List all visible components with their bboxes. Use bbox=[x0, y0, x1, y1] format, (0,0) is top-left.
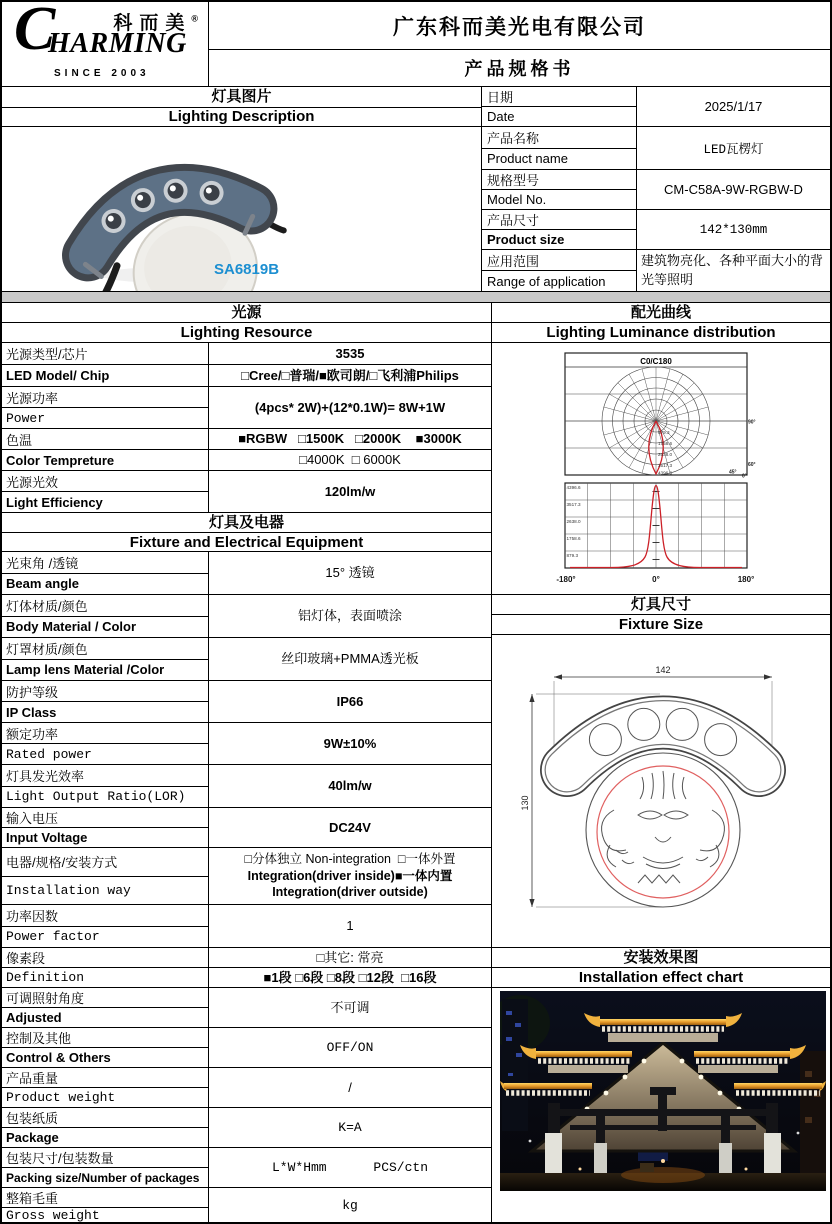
svg-text:60°: 60° bbox=[748, 462, 756, 468]
luminance-distribution-chart bbox=[492, 343, 830, 594]
info-value: 2025/1/17 bbox=[704, 99, 763, 114]
spec-label-en: Adjusted bbox=[6, 1010, 62, 1025]
spec-label-cn: 控制及其他 bbox=[2, 1028, 208, 1048]
section-light-cn: 光源 bbox=[2, 303, 491, 323]
spec-label: LED Model/ Chip bbox=[6, 368, 110, 383]
spec-value: kg bbox=[342, 1197, 358, 1213]
spec-label-en: Rated power bbox=[6, 746, 92, 762]
svg-text:4396.6: 4396.6 bbox=[658, 470, 673, 476]
spec-row-pixel-cn bbox=[2, 948, 491, 968]
spec-label-en: Packing size/Number of packages bbox=[6, 1170, 200, 1185]
spec-label-cn: 整箱毛重 bbox=[2, 1188, 208, 1208]
body bbox=[2, 303, 830, 1222]
info-label-cn: 产品尺寸 bbox=[482, 210, 636, 230]
section-title-cn: 灯具图片 bbox=[2, 87, 481, 108]
install-option-line: Integration(driver inside)■一体内置 bbox=[247, 868, 453, 883]
registered-mark: ® bbox=[191, 13, 198, 24]
spec-row-product-weight bbox=[2, 1068, 491, 1108]
spec-value: 1 bbox=[346, 918, 354, 934]
spec-value: 9W±10% bbox=[323, 735, 377, 751]
spec-value: □4000K □ 6000K bbox=[299, 452, 401, 468]
spec-label: 光源类型/芯片 bbox=[6, 347, 88, 362]
spec-label-cn: 灯体材质/颜色 bbox=[2, 595, 208, 617]
spec-row-package bbox=[2, 1108, 491, 1148]
info-value: CM-C58A-9W-RGBW-D bbox=[664, 182, 803, 197]
info-label-en: Product name bbox=[487, 151, 568, 167]
info-label-en: Range of application bbox=[487, 273, 606, 289]
svg-text:879.3: 879.3 bbox=[658, 430, 670, 435]
spec-row-color-temp-en bbox=[2, 450, 491, 471]
section-size-cn: 灯具尺寸 bbox=[492, 595, 830, 615]
svg-text:3517.3: 3517.3 bbox=[658, 463, 673, 468]
photometric-charts bbox=[492, 343, 830, 595]
product-model-label: SA6819B bbox=[214, 261, 280, 278]
info-label-cn: 产品名称 bbox=[482, 127, 636, 149]
spec-label-cn: 可调照射角度 bbox=[2, 988, 208, 1008]
info-row-application bbox=[482, 250, 830, 291]
polar-angle-labels bbox=[729, 420, 756, 480]
info-value: 建筑物亮化、各种平面大小的背光等照明 bbox=[641, 252, 824, 287]
spec-label-cn: 光源光效 bbox=[2, 471, 208, 492]
spec-row-chip-en bbox=[2, 365, 491, 387]
spec-label-en: Control & Others bbox=[6, 1050, 111, 1065]
info-value: LED瓦楞灯 bbox=[703, 143, 764, 157]
spec-value: 铝灯体，表面喷涂 bbox=[297, 608, 402, 624]
logo-letter-c: C bbox=[14, 0, 56, 63]
installation-effect-photo bbox=[492, 988, 830, 1222]
info-row-product-size bbox=[482, 210, 830, 250]
spec-column bbox=[2, 303, 492, 1222]
info-row-model-no bbox=[482, 170, 830, 210]
info-label-cn: 日期 bbox=[482, 87, 636, 107]
svg-text:-180°: -180° bbox=[556, 575, 576, 584]
svg-text:3517.3: 3517.3 bbox=[566, 502, 581, 507]
cartesian-y-labels bbox=[567, 485, 581, 558]
header-right bbox=[209, 2, 830, 86]
svg-text:180°: 180° bbox=[737, 575, 755, 584]
spec-label-cn: 包装尺寸/包装数量 bbox=[2, 1148, 208, 1168]
section-title-en: Lighting Description bbox=[2, 108, 481, 127]
svg-text:1758.6: 1758.6 bbox=[658, 441, 673, 446]
spec-label-cn: 光束角 /透镜 bbox=[2, 552, 208, 574]
info-row-product-name bbox=[482, 127, 830, 170]
fixture-dimension-drawing bbox=[492, 635, 830, 948]
spec-label-en: Beam angle bbox=[6, 576, 79, 592]
section-light-en: Lighting Resource bbox=[2, 323, 491, 343]
product-photo-illustration bbox=[2, 127, 481, 291]
svg-text:0°: 0° bbox=[742, 473, 747, 480]
spec-value: ■1段 □6段 □8段 □12段 □16段 bbox=[263, 969, 437, 985]
spec-label: Color Tempreture bbox=[6, 452, 115, 468]
spec-value: □其它: 常亮 bbox=[316, 949, 384, 965]
spec-value: / bbox=[348, 1079, 352, 1095]
section-fixture-cn: 灯具及电器 bbox=[2, 513, 491, 533]
info-value: 142*130mm bbox=[699, 222, 768, 237]
spec-label-en: Light Efficiency bbox=[6, 494, 103, 510]
spec-row-installation-way bbox=[2, 848, 491, 905]
section-size-en: Fixture Size bbox=[492, 615, 830, 635]
spec-value: 不可调 bbox=[330, 999, 370, 1015]
svg-text:879.3: 879.3 bbox=[566, 553, 578, 558]
spec-value bbox=[209, 848, 491, 904]
spec-label-cn: 电器/规格/安装方式 bbox=[2, 848, 208, 877]
section-install-cn: 安装效果图 bbox=[492, 948, 830, 968]
spec-label-en: Power bbox=[6, 410, 46, 426]
spec-label-en: IP Class bbox=[6, 704, 57, 720]
spec-row-gross-weight bbox=[2, 1188, 491, 1222]
info-label-en: Model No. bbox=[487, 192, 547, 207]
spec-label-en: Body Material / Color bbox=[6, 619, 137, 635]
spec-row-ip-class bbox=[2, 681, 491, 723]
spec-label-en: Lamp lens Material /Color bbox=[6, 662, 165, 678]
logo-brand-text: HARMING bbox=[48, 28, 187, 59]
install-option-line: □分体独立 Non-integration □一体外置 bbox=[244, 851, 456, 866]
svg-text:2638.0: 2638.0 bbox=[566, 519, 581, 524]
spec-value: K=A bbox=[338, 1119, 362, 1135]
spec-value: 丝印玻璃+PMMA透光板 bbox=[281, 651, 419, 667]
spec-label-en: Power factor bbox=[6, 929, 100, 945]
info-row-date bbox=[482, 87, 830, 127]
section-install-en: Installation effect chart bbox=[492, 968, 830, 988]
spec-row-power bbox=[2, 387, 491, 429]
spec-row-packing-size bbox=[2, 1148, 491, 1188]
section-divider bbox=[2, 292, 830, 303]
svg-text:1758.6: 1758.6 bbox=[566, 536, 581, 541]
dimension-height-label: 130 bbox=[520, 795, 530, 811]
top-block bbox=[2, 87, 830, 292]
spec-row-lens-material bbox=[2, 638, 491, 681]
spec-row-color-temp-cn bbox=[2, 429, 491, 450]
dimension-width-label: 142 bbox=[655, 665, 671, 675]
spec-row-pixel-en bbox=[2, 968, 491, 988]
spec-label: 色温 bbox=[6, 432, 33, 448]
section-curve-en: Lighting Luminance distribution bbox=[492, 323, 830, 343]
spec-label-cn: 光源功率 bbox=[2, 387, 208, 408]
info-label-en: Product size bbox=[487, 232, 565, 247]
logo-chinese-brand: 科而美® bbox=[113, 13, 198, 34]
polar-chart-title: C0/C180 bbox=[640, 357, 672, 366]
spec-value: 40lm/w bbox=[328, 778, 372, 794]
spec-row-lor bbox=[2, 765, 491, 808]
svg-text:2638.0: 2638.0 bbox=[658, 452, 673, 457]
spec-label-cn: 灯具发光效率 bbox=[2, 765, 208, 787]
spec-value: 120lm/w bbox=[324, 483, 376, 499]
spec-value: (4pcs* 2W)+(12*0.1W)= 8W+1W bbox=[254, 399, 446, 415]
spec-label: 像素段 bbox=[6, 951, 46, 966]
company-logo bbox=[2, 2, 209, 86]
spec-value: 15° 透镜 bbox=[325, 565, 375, 581]
company-name: 广东科而美光电有限公司 bbox=[209, 2, 830, 50]
product-photo bbox=[2, 127, 481, 291]
info-label-cn: 规格型号 bbox=[482, 170, 636, 190]
spec-label-cn: 包装纸质 bbox=[2, 1108, 208, 1128]
spec-label: Definition bbox=[6, 970, 85, 985]
spec-label-en: Light Output Ratio(LOR) bbox=[6, 789, 186, 805]
spec-row-input-voltage bbox=[2, 808, 491, 848]
spec-value: □Cree/□普瑞/■欧司朗/□飞利浦Philips bbox=[241, 367, 459, 383]
spec-label-cn: 功率因数 bbox=[2, 905, 208, 927]
spec-label-cn: 输入电压 bbox=[2, 808, 208, 828]
spec-label-en: Input Voltage bbox=[6, 830, 88, 845]
spec-label-en: Installation way bbox=[6, 882, 131, 898]
product-info-table bbox=[482, 87, 830, 291]
svg-text:0°: 0° bbox=[652, 575, 660, 584]
cartesian-x-labels bbox=[556, 575, 754, 584]
lighting-description-panel bbox=[2, 87, 482, 291]
spec-row-efficiency bbox=[2, 471, 491, 513]
spec-value: L*W*Hmm PCS/ctn bbox=[271, 1159, 429, 1175]
header bbox=[2, 2, 830, 87]
spec-row-adjusted bbox=[2, 988, 491, 1028]
spec-label-cn: 产品重量 bbox=[2, 1068, 208, 1088]
spec-value: IP66 bbox=[336, 693, 364, 709]
section-fixture-en: Fixture and Electrical Equipment bbox=[2, 533, 491, 552]
graphics-column bbox=[492, 303, 830, 1222]
section-curve-cn: 配光曲线 bbox=[492, 303, 830, 323]
installation-night-scene bbox=[500, 991, 826, 1191]
document-title: 产品规格书 bbox=[464, 59, 575, 79]
spec-label-en: Gross weight bbox=[6, 1208, 100, 1222]
install-option-line: Integration(driver outside) bbox=[272, 885, 428, 900]
spec-label-cn: 灯罩材质/颜色 bbox=[2, 638, 208, 660]
info-label-en: Date bbox=[487, 109, 515, 124]
spec-value: DC24V bbox=[329, 819, 371, 835]
logo-since-text: SINCE 2003 bbox=[54, 68, 150, 79]
svg-text:4396.6: 4396.6 bbox=[566, 485, 581, 490]
spec-value: 3535 bbox=[335, 345, 365, 361]
svg-text:45°: 45° bbox=[729, 469, 737, 476]
spec-row-rated-power bbox=[2, 723, 491, 765]
svg-text:90°: 90° bbox=[748, 419, 756, 426]
spec-value: ■RGBW □1500K □2000K ■3000K bbox=[238, 431, 462, 447]
spec-label-cn: 防护等级 bbox=[2, 681, 208, 702]
spec-row-chip-cn bbox=[2, 343, 491, 365]
spec-row-control bbox=[2, 1028, 491, 1068]
spec-value: OFF/ON bbox=[326, 1039, 374, 1055]
spec-label-en: Package bbox=[6, 1130, 59, 1145]
spec-label-en: Product weight bbox=[6, 1090, 116, 1105]
spec-row-body-material bbox=[2, 595, 491, 638]
spec-label-cn: 额定功率 bbox=[2, 723, 208, 744]
spec-row-beam-angle bbox=[2, 552, 491, 595]
fixture-size-drawing bbox=[492, 635, 830, 948]
info-label-cn: 应用范围 bbox=[482, 250, 636, 271]
spec-row-power-factor bbox=[2, 905, 491, 948]
